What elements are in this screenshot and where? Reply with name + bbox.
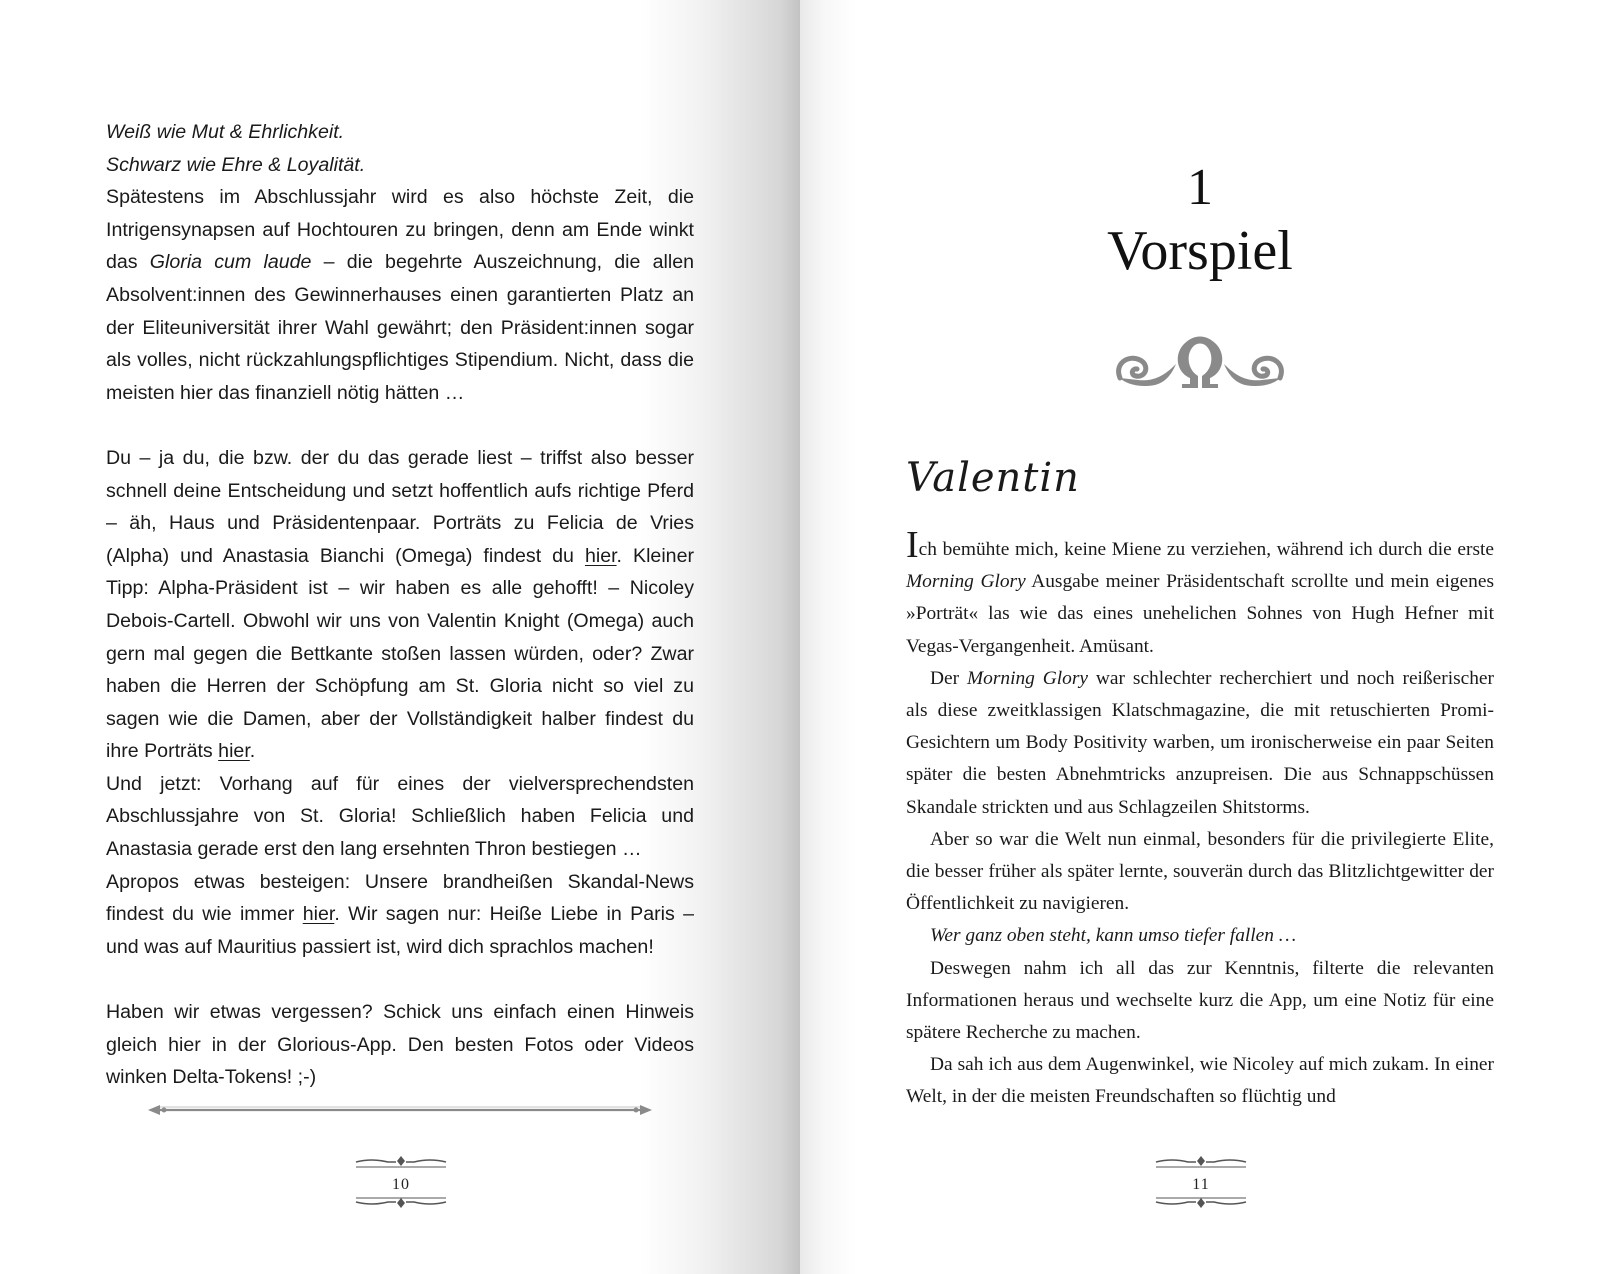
omega-flourish-icon (1110, 320, 1290, 400)
chapter-title: Vorspiel (1107, 220, 1293, 282)
paragraph (106, 866, 694, 964)
pov-character-name: Valentin (906, 455, 1080, 501)
body-text: Spätestens im Abschlussjahr wird es also höchste Zeit, die Intrigensynapsen auf Hochtouren zu bringen, denn am Ende winkt das (106, 186, 694, 274)
paragraph (106, 181, 694, 409)
italic-text: Wer ganz oben steht, kann umso tiefer fallen … (930, 925, 1297, 947)
paragraph (906, 1049, 1494, 1113)
body-text: Deswegen nahm ich all das zur Kenntnis, filterte die relevanten Informationen heraus und wechselte kurz die App, um eine Notiz für eine spätere Recherche zu machen. (906, 957, 1494, 1044)
paragraph (106, 996, 694, 1094)
body-text: . (249, 740, 256, 763)
body-text: Aber so war die Welt nun einmal, besonders für die privilegierte Elite, die besser früher als später lernte, souverän durch das Blitzlichtgewitter der Öffentlichkeit zu navigieren. (906, 828, 1494, 915)
hier-link[interactable]: hier (218, 740, 250, 763)
hier-link[interactable]: hier (302, 903, 335, 926)
page-number-right: 11 (1192, 1176, 1210, 1193)
body-text: war schlechter recherchiert und noch reißerischer als diese zweitklassigen Klatschmagazine, die mit retuschierten Promi-Gesichtern um Body Positivity warben, um ironischerweise ein paar Seiten später die besten Abnehmtricks anzupreisen. Die aus Schnappschüssen Skandale strickten und aus Schlagzeilen Shitstorms. (906, 667, 1494, 818)
drop-cap: I (906, 524, 919, 566)
italic-text: Morning Glory (966, 667, 1089, 689)
body-text: Haben wir etwas vergessen? Schick uns einfach einen Hinweis gleich hier in der Glorious-App. Den besten Fotos oder Videos winken Delta-Tokens! ;-) (106, 1001, 694, 1089)
gutter-shadow (780, 0, 800, 1274)
paragraph (106, 149, 694, 182)
paragraph (906, 920, 1494, 952)
body-text: Und jetzt: Vorhang auf für eines der vielversprechendsten Abschlussjahre von St. Gloria! Schließlich haben Felicia und Anastasia gerade erst den lang ersehnten Thron bestiegen … (106, 772, 694, 861)
italic-text: Gloria cum laude (149, 251, 312, 274)
paragraph (106, 116, 694, 149)
body-text: . Wir sagen nur: Heiße Liebe in Paris – und was auf Mauritius passiert ist, wird dich sprachlos machen! (106, 903, 694, 958)
paragraph (106, 442, 694, 768)
body-text: Apropos etwas besteigen: Unsere brandheißen Skandal-News findest du wie immer (106, 870, 694, 926)
italic-text: Morning Glory (906, 571, 1026, 593)
paragraph (906, 524, 1494, 663)
paragraph-gap (106, 409, 694, 442)
body-text: Du – ja du, die bzw. der du das gerade liest – triffst also besser schnell deine Entscheidung und setzt hoffentlich aufs richtige Pferd – äh, Haus und Präsidentenpaar. Porträts zu Felicia de Vries (Alpha) und Anastasia Bianchi (Omega) findest du (106, 446, 694, 567)
body-text: Der (930, 667, 967, 689)
paragraph (106, 768, 694, 866)
body-text: – die begehrte Auszeichnung, die allen Absolvent:innen des Gewinnerhauses einen garantierten Platz an der Eliteuniversität ihrer Wahl gewährt; den Präsident:innen sogar als volles, nicht rückzahlungspflichtiges Stipendium. Nicht, dass die meisten hier das finanziell nötig hätten … (106, 251, 694, 404)
paragraph (906, 663, 1494, 824)
hier-link[interactable]: hier (584, 544, 617, 567)
body-text: Da sah ich aus dem Augenwinkel, wie Nicoley auf mich zukam. In einer Welt, in der die meisten Freundschaften so flüchtig und (906, 1054, 1494, 1108)
paragraph (906, 824, 1494, 921)
body-text: ch bemühte mich, keine Miene zu verziehen, während ich durch die erste (918, 539, 1494, 560)
right-page-body (906, 524, 1494, 1114)
paragraph-gap (106, 963, 694, 996)
left-page-body (106, 116, 694, 1094)
italic-text: Weiß wie Mut & Ehrlichkeit. (106, 121, 345, 143)
italic-text: Schwarz wie Ehre & Loyalität. (106, 153, 366, 176)
page-number-left: 10 (392, 1176, 410, 1193)
body-text: Ausgabe meiner Präsidentschaft scrollte und mein eigenes »Porträt« las wie das eines unehelichen Sohnes von Hugh Hefner mit Vegas-Vergangenheit. Amüsant. (906, 571, 1494, 657)
section-rule-ornament-icon (146, 1101, 654, 1119)
body-text: . Kleiner Tipp: Alpha-Präsident ist – wir haben es alle gehofft! – Nicoley Debois-Cartell. Obwohl wir uns von Valentin Knight (Omega) auch gern mal gegen die Bettkante stoßen lassen würden, oder? Zwar haben die Herren der Schöpfung am St. Gloria nicht so viel zu sagen wie die Damen, aber der Vollständigkeit halber findest du ihre Porträts (106, 544, 694, 763)
chapter-number: 1 (1187, 159, 1213, 216)
paragraph (906, 953, 1494, 1050)
